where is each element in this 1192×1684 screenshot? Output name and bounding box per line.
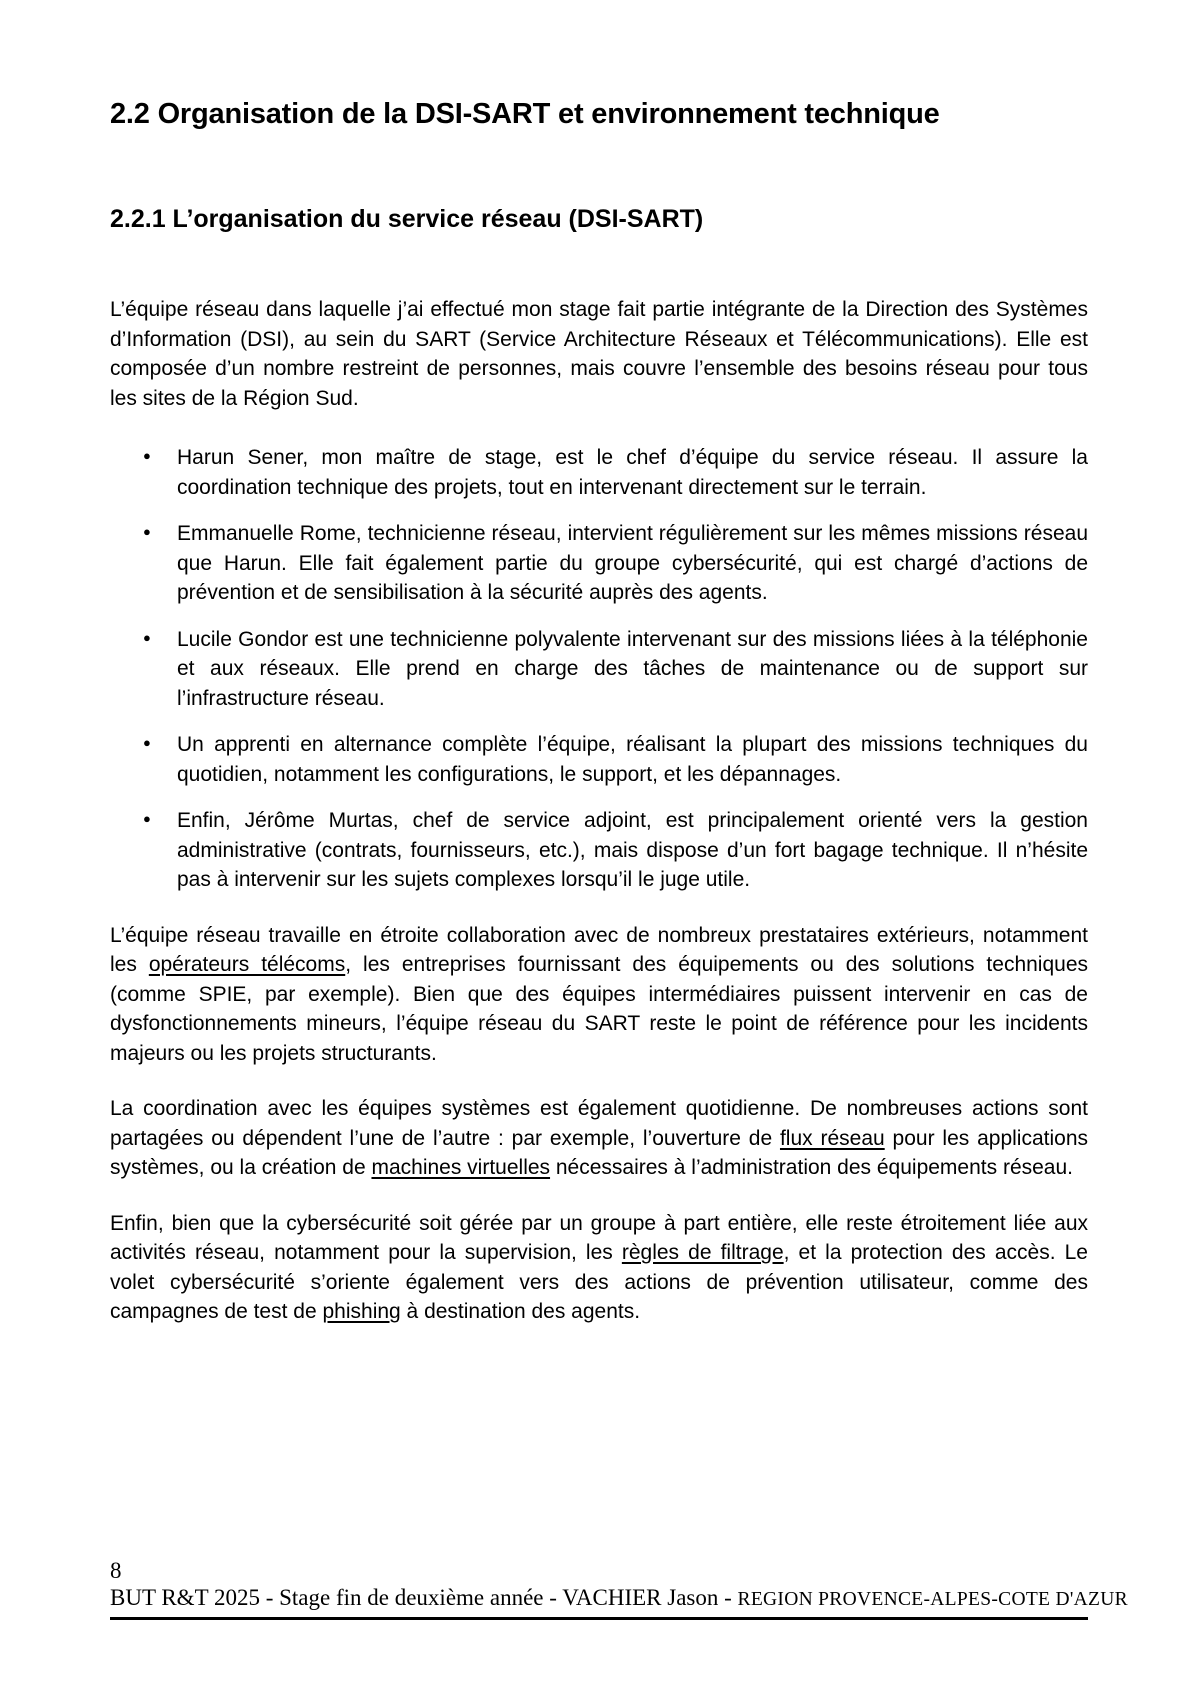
text-run: La coordination avec les équipes systèmes est également quotidienne. De nombreuses actions sont partagées ou dépendent l’une de l’autre : par exemple, l’ouverture de (110, 1097, 1088, 1150)
bullet-item-emmanuelle: ● Emmanuelle Rome, technicienne réseau, intervient régulièrement sur les mêmes missions réseau que Harun. Elle fait également partie du groupe cybersécurité, qui est chargé d’actions de prévention et de sensibilisation à la sécurité auprès des agents. (177, 519, 1088, 608)
section-heading: 2.2 Organisation de la DSI-SART et environnement technique (110, 98, 940, 130)
underlined-term: flux réseau (779, 1126, 885, 1150)
page-number: 8 (110, 1558, 122, 1583)
paragraph-coordination (110, 1094, 1088, 1183)
underlined-term: machines virtuelles (371, 1156, 551, 1179)
intro-paragraph: L’équipe réseau dans laquelle j’ai effectué mon stage fait partie intégrante de la Direction des Systèmes d’Information (DSI), au sein du SART (Service Architecture Réseaux et Télécommunications). Elle est composée d’un nombre restreint de personnes, mais couvre l’ensemble des besoins réseau pour tous les sites de la Région Sud. (110, 298, 1088, 410)
footer-organization: REGION PROVENCE-ALPES-COTE D'AZUR (737, 1589, 1128, 1610)
subsection-heading: 2.2.1 L’organisation du service réseau (DSI-SART) (110, 205, 704, 233)
text-run: , les entreprises fournissant des équipements ou des solutions techniques (comme SPIE, par exemple). Bien que des équipes intermédiaires puissent intervenir en cas de dysfonctionnements mineurs, l’équipe réseau du SART reste le point de référence pour les incidents majeurs ou les projets structurants. (110, 953, 1089, 1065)
underlined-term: opérateurs télécoms (148, 953, 346, 976)
underlined-term: phishing (322, 1300, 401, 1323)
text-run: Enfin, bien que la cybersécurité soit gérée par un groupe à part entière, elle reste étroitement liée aux activités réseau, notamment pour la supervision, les (110, 1211, 1088, 1264)
bullet-item-jerome: ● Enfin, Jérôme Murtas, chef de service adjoint, est principalement orienté vers la gestion administrative (contrats, fournisseurs, etc.), mais dispose d’un fort bagage technique. Il n’hésite pas à intervenir sur les sujets complexes lorsqu’il le juge utile. (177, 806, 1088, 895)
bullet-item-lucile: ● Lucile Gondor est une technicienne polyvalente intervenant sur des missions liées à la téléphonie et aux réseaux. Elle prend en charge des tâches de maintenance ou de support sur l’infrastructure réseau. (177, 625, 1088, 714)
underlined-term: règles de filtrage (621, 1241, 784, 1264)
footer-report-title: BUT R&T 2025 - Stage fin de deuxième année - VACHIER Jason - (110, 1585, 738, 1610)
bullet-item-harun: ● Harun Sener, mon maître de stage, est le chef d’équipe du service réseau. Il assure la coordination technique des projets, tout en intervenant directement sur le terrain. (177, 443, 1088, 502)
page-footer (110, 1557, 1128, 1620)
text-run: nécessaires à l’administration des équipements réseau. (550, 1156, 1073, 1179)
paragraph-cybersecurite (110, 1209, 1088, 1327)
team-bullet-list (110, 443, 1088, 895)
text-run: à destination des agents. (400, 1300, 641, 1323)
bullet-item-apprenti: ● Un apprenti en alternance complète l’équipe, réalisant la plupart des missions techniques du quotidien, notamment les configurations, le support, et les dépannages. (177, 730, 1088, 789)
footer-title-line (110, 1584, 1128, 1620)
text-run: pour les applications systèmes, ou la création de (110, 1126, 1088, 1179)
text-run: , et la protection des accès. Le volet cybersécurité s’oriente également vers des actions de prévention utilisateur, comme des campagnes de test de (110, 1241, 1088, 1323)
paragraph-prestataires (110, 921, 1088, 1069)
text-run: L’équipe réseau travaille en étroite collaboration avec de nombreux prestataires extérieurs, notamment les (110, 923, 1088, 976)
